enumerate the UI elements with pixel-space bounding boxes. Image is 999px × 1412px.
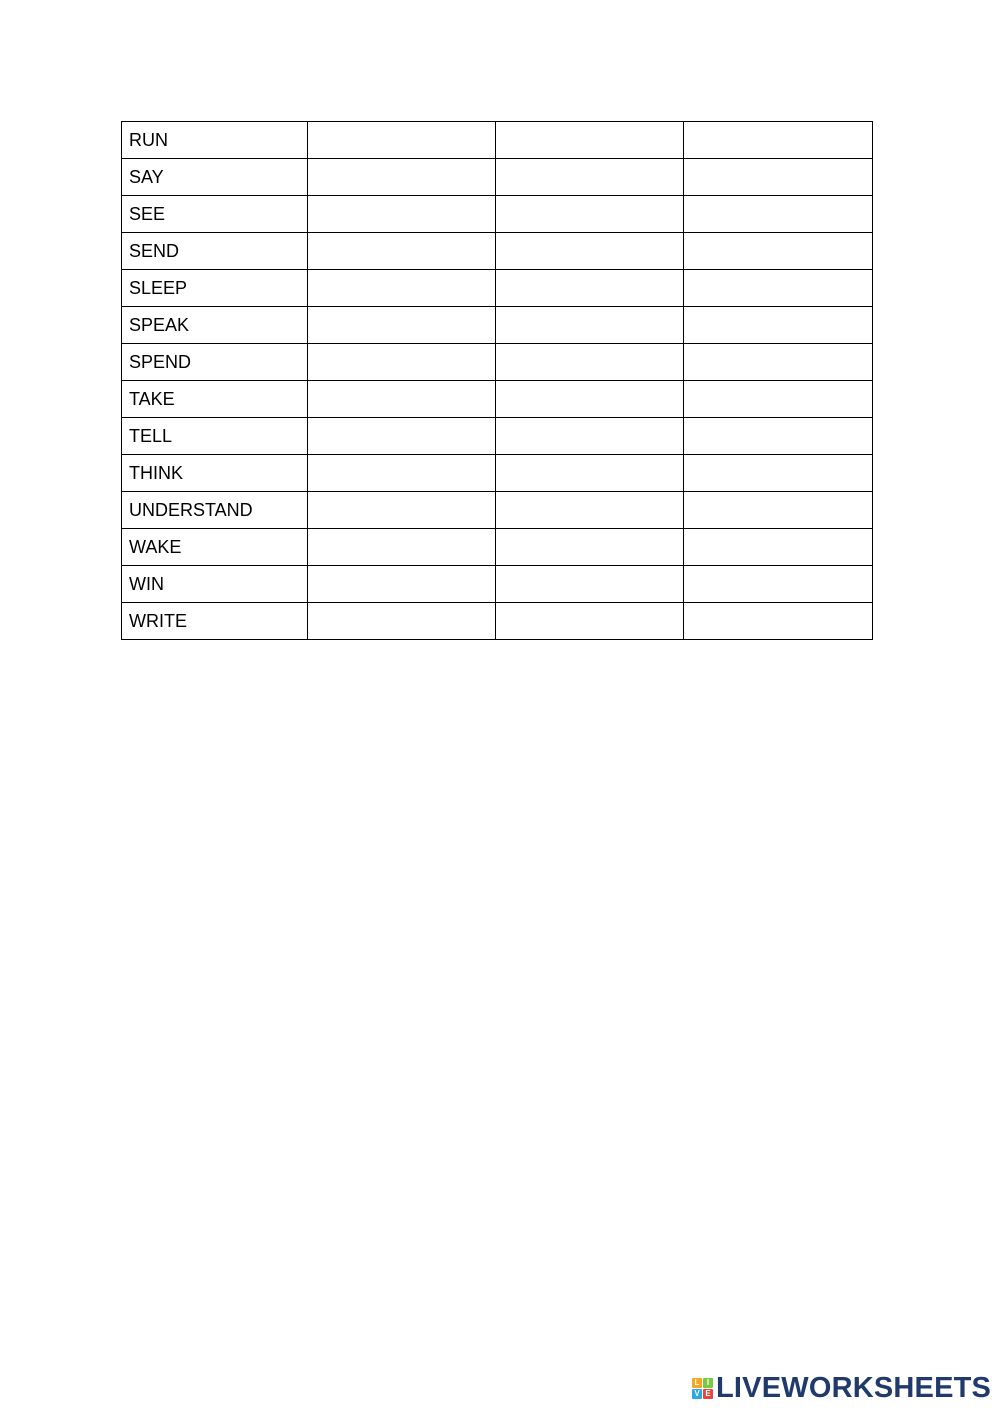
table-row [122,529,873,566]
answer-cell[interactable] [684,307,873,344]
answer-cell[interactable] [496,233,684,270]
verb-cell: TAKE [122,381,308,418]
verb-cell: THINK [122,455,308,492]
table-row [122,566,873,603]
table-row [122,381,873,418]
table-row [122,159,873,196]
answer-cell[interactable] [496,159,684,196]
table-row [122,455,873,492]
answer-cell[interactable] [496,122,684,159]
verb-cell: SAY [122,159,308,196]
table-row [122,492,873,529]
verb-cell: SPEAK [122,307,308,344]
table-row [122,270,873,307]
brand-mark-letter-l: L [692,1378,702,1388]
answer-cell[interactable] [684,270,873,307]
table-row [122,344,873,381]
answer-cell[interactable] [308,307,496,344]
answer-cell[interactable] [684,529,873,566]
brand-mark-letter-v: V [692,1389,702,1399]
answer-cell[interactable] [496,492,684,529]
answer-cell[interactable] [308,381,496,418]
answer-cell[interactable] [308,270,496,307]
answer-cell[interactable] [308,196,496,233]
answer-cell[interactable] [308,492,496,529]
answer-cell[interactable] [496,529,684,566]
table-row [122,307,873,344]
table-row [122,418,873,455]
verb-cell: SPEND [122,344,308,381]
answer-cell[interactable] [496,455,684,492]
answer-cell[interactable] [496,270,684,307]
table-row [122,196,873,233]
answer-cell[interactable] [496,344,684,381]
verb-cell: RUN [122,122,308,159]
verb-table [121,121,873,640]
table-row [122,603,873,640]
answer-cell[interactable] [308,566,496,603]
answer-cell[interactable] [496,307,684,344]
answer-cell[interactable] [684,344,873,381]
brand-mark-icon [692,1378,713,1399]
liveworksheets-logo [692,1372,991,1404]
table-row [122,233,873,270]
answer-cell[interactable] [496,566,684,603]
verb-cell: WRITE [122,603,308,640]
answer-cell[interactable] [684,122,873,159]
answer-cell[interactable] [684,159,873,196]
verb-cell: SEE [122,196,308,233]
answer-cell[interactable] [308,122,496,159]
answer-cell[interactable] [308,418,496,455]
answer-cell[interactable] [496,418,684,455]
answer-cell[interactable] [496,603,684,640]
answer-cell[interactable] [308,344,496,381]
verb-cell: TELL [122,418,308,455]
answer-cell[interactable] [684,233,873,270]
answer-cell[interactable] [684,603,873,640]
verb-cell: WIN [122,566,308,603]
answer-cell[interactable] [684,381,873,418]
verb-cell: SLEEP [122,270,308,307]
answer-cell[interactable] [684,418,873,455]
answer-cell[interactable] [308,529,496,566]
verb-cell: SEND [122,233,308,270]
verb-cell: UNDERSTAND [122,492,308,529]
answer-cell[interactable] [308,455,496,492]
answer-cell[interactable] [308,603,496,640]
brand-text: LIVEWORKSHEETS [716,1371,992,1404]
answer-cell[interactable] [684,455,873,492]
answer-cell[interactable] [684,566,873,603]
brand-mark-letter-e: E [703,1389,713,1399]
answer-cell[interactable] [496,381,684,418]
brand-mark-letter-i: I [703,1378,713,1388]
answer-cell[interactable] [684,196,873,233]
answer-cell[interactable] [496,196,684,233]
verb-cell: WAKE [122,529,308,566]
answer-cell[interactable] [308,233,496,270]
table-row [122,122,873,159]
answer-cell[interactable] [684,492,873,529]
answer-cell[interactable] [308,159,496,196]
